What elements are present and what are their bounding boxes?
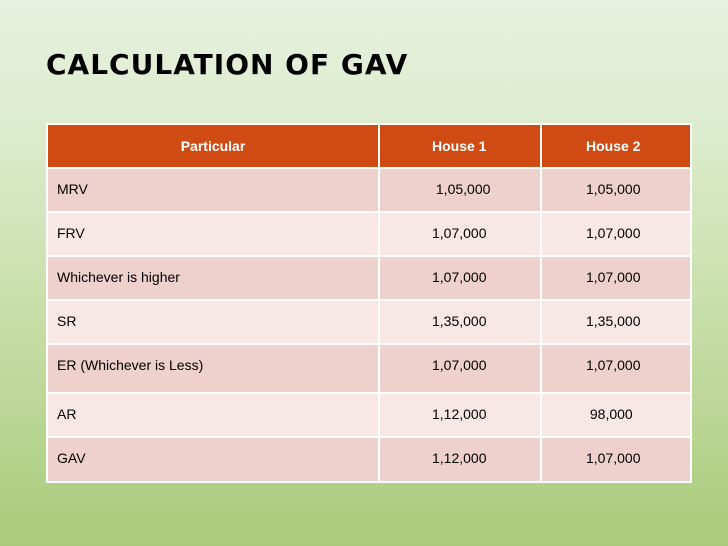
row-particular-cell: SR [48, 300, 379, 344]
row-particular-cell: AR [48, 393, 379, 437]
slide-title: CALCULATION OF GAV [46, 48, 409, 81]
row-house-1-cell: 1,07,000 [379, 212, 541, 256]
gav-table-container [46, 123, 692, 483]
table-row [48, 212, 690, 256]
header-particular [48, 125, 379, 168]
row-house-1-cell: 1,12,000 [379, 393, 541, 437]
row-house-2-cell: 1,35,000 [541, 300, 690, 344]
table-row [48, 256, 690, 300]
row-house-2-cell: 1,07,000 [541, 344, 690, 393]
header-particular-label: Particular [180, 138, 246, 154]
table-row [48, 344, 690, 393]
table-row [48, 437, 690, 481]
table-row [48, 393, 690, 437]
table-header-row [48, 125, 690, 168]
row-house-1-cell: 1,05,000 [379, 168, 541, 212]
row-house-1-cell: 1,07,000 [379, 344, 541, 393]
row-particular-cell: GAV [48, 437, 379, 481]
row-particular-cell: FRV [48, 212, 379, 256]
row-house-2-cell: 1,05,000 [541, 168, 690, 212]
header-house-1-label: House 1 [432, 138, 487, 154]
row-particular-cell: Whichever is higher [48, 256, 379, 300]
row-house-2-cell: 1,07,000 [541, 256, 690, 300]
table-row [48, 300, 690, 344]
header-house-2-label: House 2 [586, 138, 641, 154]
row-house-1-cell: 1,07,000 [379, 256, 541, 300]
row-house-2-cell: 98,000 [541, 393, 690, 437]
row-house-1-cell: 1,35,000 [379, 300, 541, 344]
row-house-2-cell: 1,07,000 [541, 437, 690, 481]
row-particular-cell: MRV [48, 168, 379, 212]
row-house-1-cell: 1,12,000 [379, 437, 541, 481]
gav-table [48, 125, 690, 481]
row-particular-cell: ER (Whichever is Less) [48, 344, 379, 393]
header-house-1 [379, 125, 541, 168]
table-row [48, 168, 690, 212]
row-house-2-cell: 1,07,000 [541, 212, 690, 256]
header-house-2 [541, 125, 690, 168]
